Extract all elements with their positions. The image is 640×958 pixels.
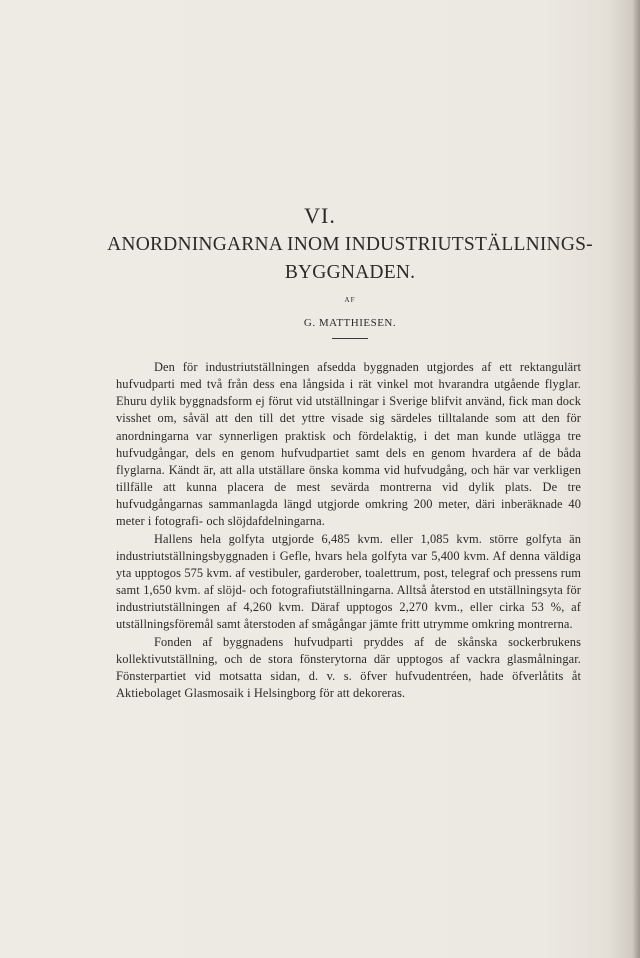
paragraph: Fonden af byggnadens hufvudparti pryddes af de skånska sockerbrukens kollektivutställning, och de stora fönsterytorna där upptogos af vackra glasmålningar. Fönsterpartiet vid motsatta sidan, d. v. s. öfver hufvudentréen, hade öfverlåtits åt Aktiebolaget Glasmosaik i Helsingborg för att dekoreras. [116,634,581,700]
chapter-number: VI. [304,203,336,228]
byline-af: AF [344,296,356,304]
author-name: G. MATTHIESEN. [303,317,397,329]
body-text [116,359,581,702]
chapter-title-line-2: BYGGNADEN. [284,262,416,283]
title-divider [332,338,368,339]
paragraph: Den för industriutställningen afsedda byggnaden utgjordes af ett rektangulärt hufvudparti med två från dess ena långsida i rät vinkel mot hvarandra utgående flyglar. Ehuru dylik byggnadsform ej förut vid utställningar i Sverige blifvit använd, fick man dock visshet om, såväl att den till det yttre visade sig särdeles tilltalande som att den för anordningarna var synnerligen praktisk och fördelaktig, i det man kunde utlägga tre hufvudgångar, dels en genom hufvudpartiet samt dels en genom hvardera af de båda flyglarna. Kändt är, att alla utställare önska komma vid hufvudgång, och här var verkligen tillfälle att kunna placera de mest sevärda montrerna vid dylik plats. De tre hufvudgångarnas sammanlagda längd utgjorde omkring 200 meter, däri inberäknade 40 meter i fotografi- och slöjdafdelningarna. [116,360,581,529]
paragraph: Hallens hela golfyta utgjorde 6,485 kvm. eller 1,085 kvm. större golfyta än industriutställningsbyggnaden i Gefle, hvars hela golfyta var 5,400 kvm. Af denna väldiga yta upptogos 575 kvm. af vestibuler, garderober, toalettrum, post, telegraf och pressens rum samt 1,650 kvm. af slöjd- och fotografiutställningarna. Alltså återstod en utställningsyta för industriutställningen af 4,260 kvm. Däraf upptogos 2,270 kvm., eller cirka 53 %, af utställningsföremål samt återstoden af smågångar jämte fritt utrymme omkring montrerna. [116,531,581,632]
page-edge-shadow [632,0,640,958]
chapter-title-line-1: ANORDNINGARNA INOM INDUSTRIUTSTÄLLNINGS- [107,234,593,255]
